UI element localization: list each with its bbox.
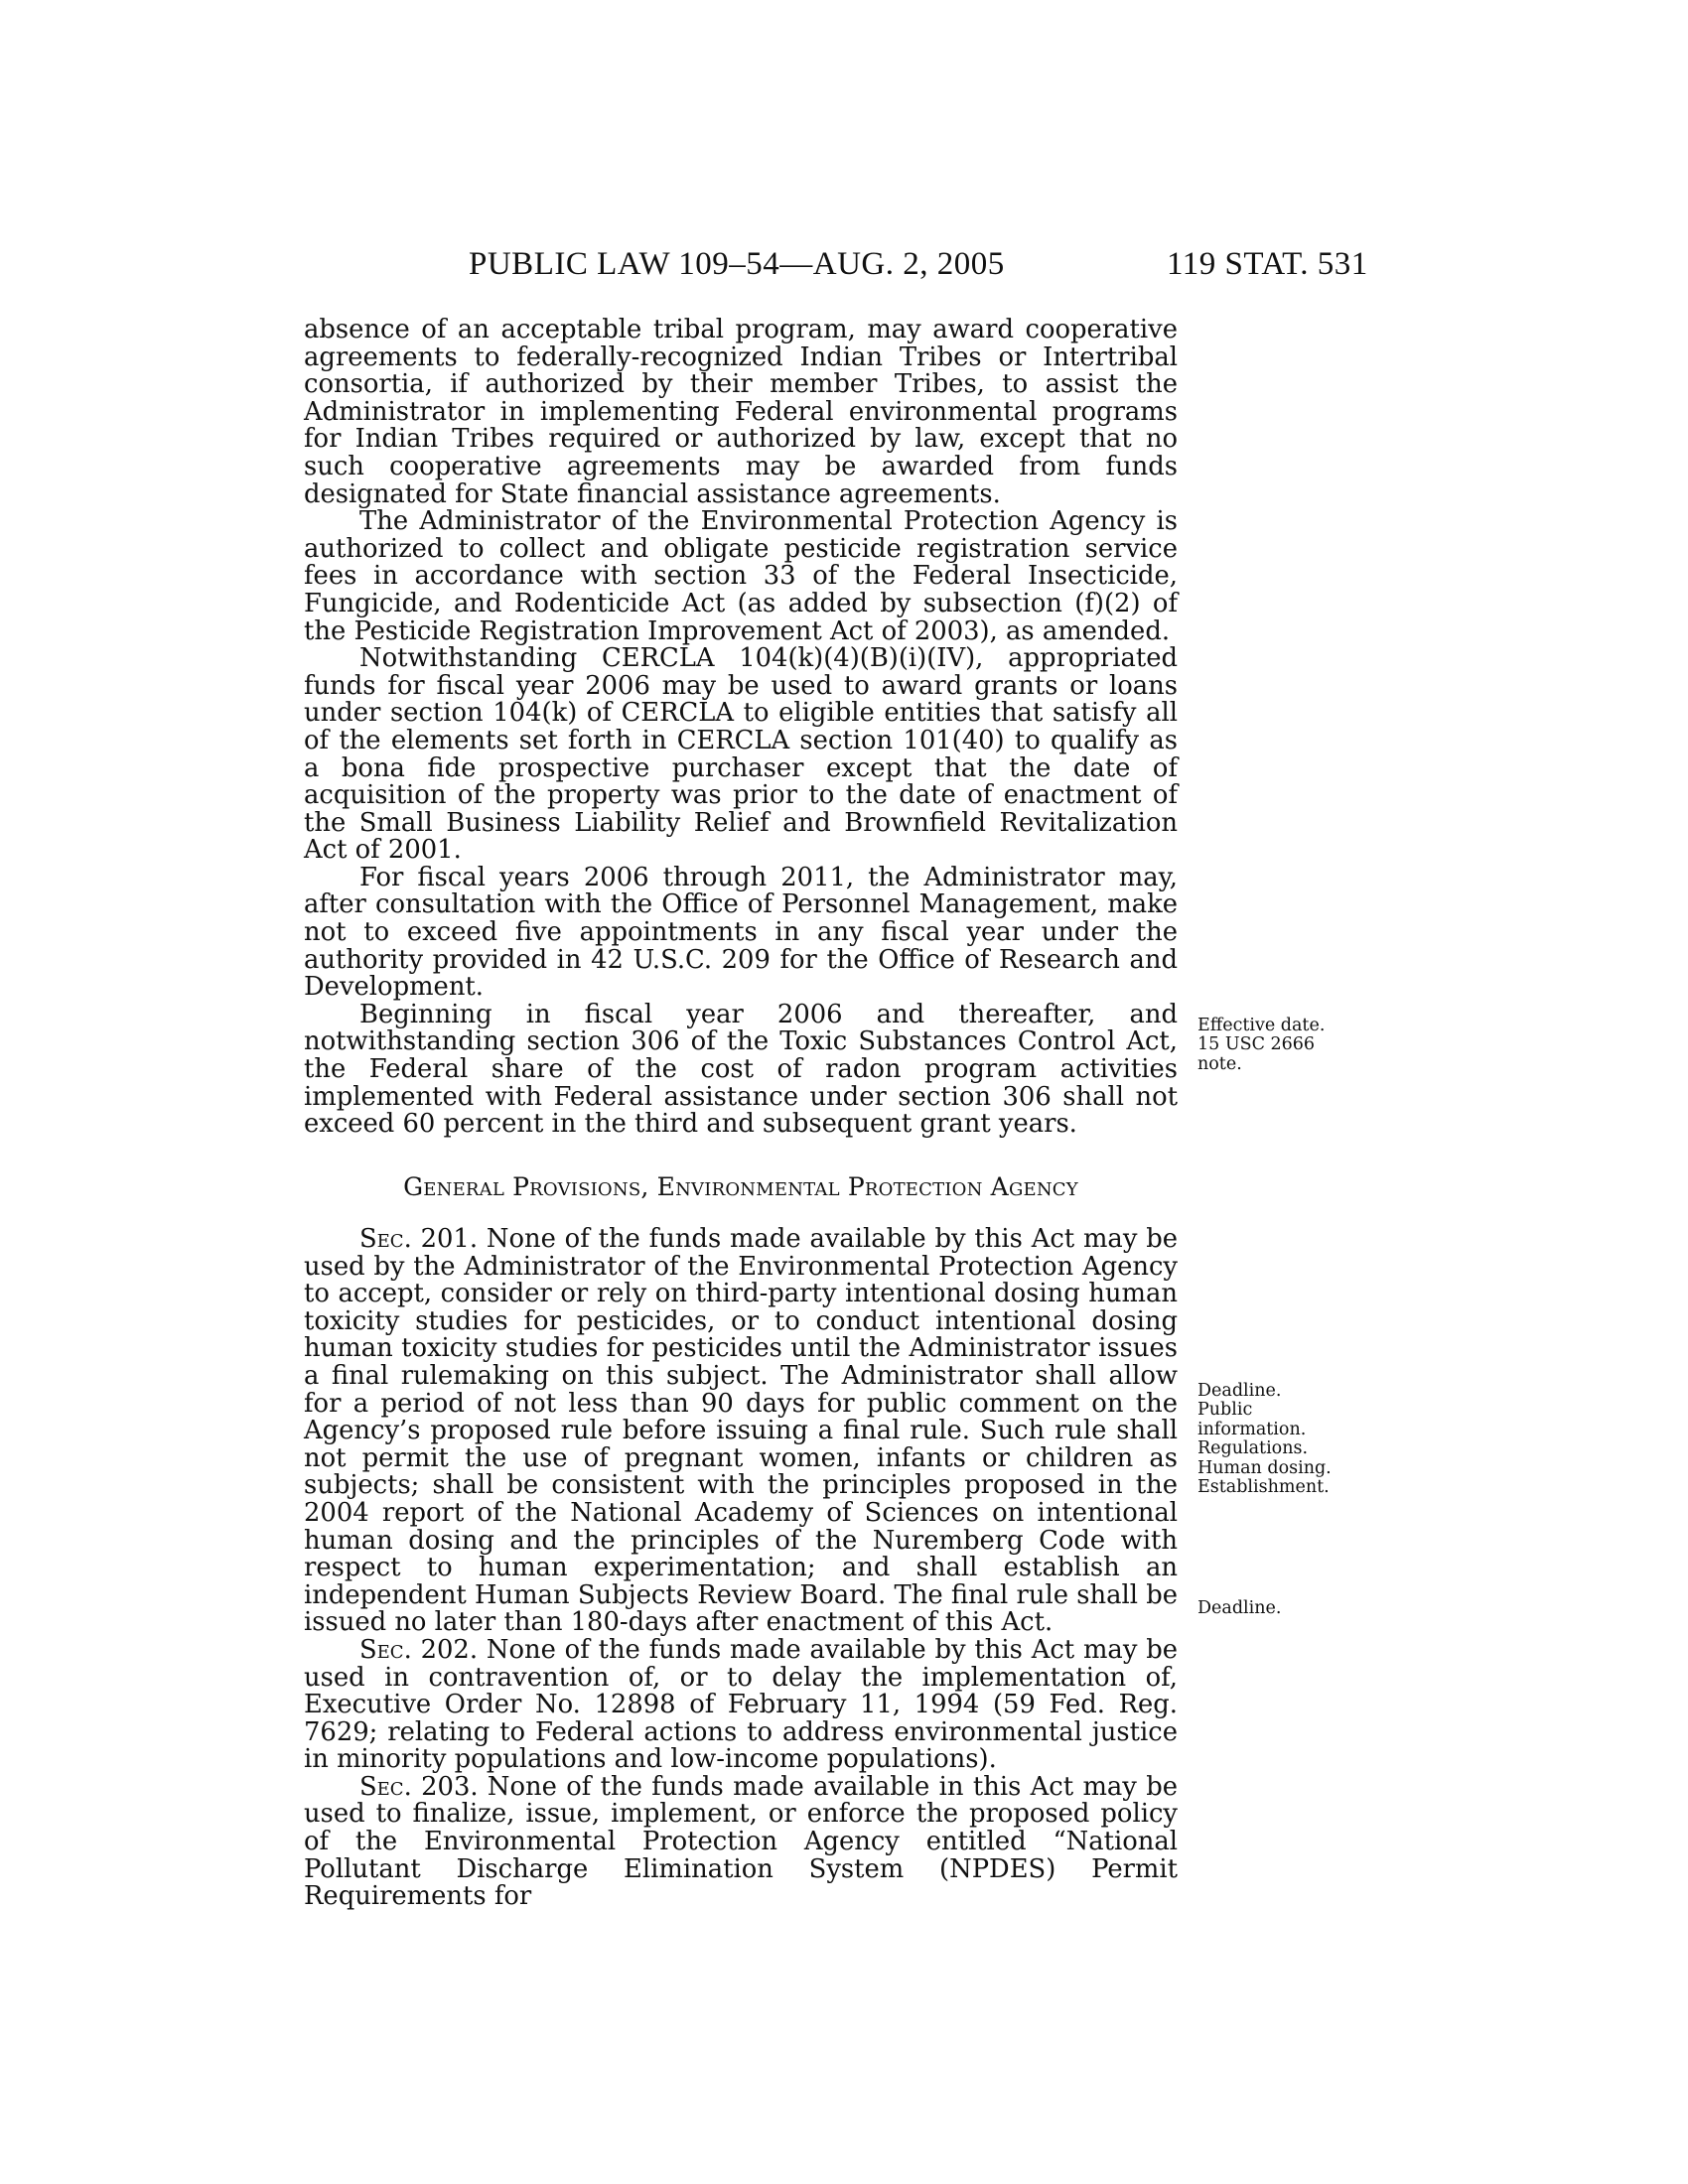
margin-note-deadline-group	[1197, 1382, 1332, 1497]
paragraph-radon-share: Beginning in fiscal year 2006 and thereafter, and notwithstanding section 306 of the Toxic Substances Control Act, the Federal share of the cost of radon program activities implemented with Federal assistance under section 306 shall not exceed 60 percent in the third and subsequent grant years.	[304, 999, 1178, 1140]
margin-note-line: note.	[1197, 1053, 1242, 1074]
margin-note-line: Deadline.	[1197, 1381, 1282, 1401]
section-heading: General Provisions, Environmental Protection Agency	[403, 1172, 1078, 1201]
margin-note-line: Deadline.	[1197, 1598, 1282, 1618]
paragraph-appointments: For fiscal years 2006 through 2011, the Administrator may, after consultation with the Office of Personnel Management, make not to exceed five appointments in any fiscal year under the authority provided in 42 U.S.C. 209 for the Office of Research and Development.	[304, 862, 1178, 1003]
section-201-text: None of the funds made available by this Act may be used by the Administrator of the Environmental Protection Agency to accept, consider or rely on third-party intentional dosing human toxicity studies for pesticides, or to conduct intentional dosing human toxicity studies for pesticides until the Administrator issues a final rulemaking on this subject. The Administrator shall allow for a period of not less than 90 days for public comment on the Agency’s proposed rule before issuing a final rule. Such rule shall not permit the use of pregnant women, infants or children as subjects; shall be consistent with the principles proposed in the 2004 report of the National Academy of Sciences on intentional human dosing and the principles of the Nuremberg Code with respect to human experimentation; and shall establish an independent Human Subjects Review Board. The final rule shall be issued no later than 180-days after enactment of this Act.	[304, 1224, 1178, 1638]
section-203-label: Sec. 203.	[359, 1771, 479, 1802]
section-202-text: None of the funds made available by this Act may be used in contravention of, or to delay the implementation of, Executive Order No. 12898 of February 11, 1994 (59 Fed. Reg. 7629; relating to Federal actions to address environmental justice in minority populations and low-income populations).	[304, 1634, 1178, 1775]
body-text-sections	[304, 1226, 1178, 1911]
paragraph-tribal-agreements: absence of an acceptable tribal program, may award cooperative agreements to federally-recognized Indian Tribes or Intertribal consortia, if authorized by their member Tribes, to assist the Administrator in implementing Federal environmental programs for Indian Tribes required or authorized by law, except that no such cooperative agreements may be awarded from funds designated for State financial assistance agreements.	[304, 315, 1178, 509]
section-201-label: Sec. 201.	[359, 1224, 479, 1254]
page-running-title: PUBLIC LAW 109–54—AUG. 2, 2005	[469, 246, 1005, 282]
section-202	[304, 1634, 1178, 1775]
body-text-upper	[304, 317, 1178, 1139]
margin-note-line: Human dosing.	[1197, 1457, 1332, 1478]
margin-note-effective-date	[1197, 1017, 1325, 1074]
page-number: 119 STAT. 531	[1167, 246, 1368, 282]
section-202-label: Sec. 202.	[359, 1634, 479, 1665]
margin-note-line: 15 USC 2666	[1197, 1034, 1316, 1055]
margin-note-line: Establishment.	[1197, 1477, 1330, 1498]
section-203	[304, 1771, 1178, 1912]
paragraph-pesticide-fees: The Administrator of the Environmental Protection Agency is authorized to collect and obligate pesticide registration service fees in accordance with section 33 of the Federal Insecticide, Fungicide, and Rodenticide Act (as added by subsection (f)(2) of the Pesticide Registration Improvement Act of 2003), as amended.	[304, 506, 1178, 646]
paragraph-cercla-grants: Notwithstanding CERCLA 104(k)(4)(B)(i)(IV), appropriated funds for fiscal year 2006 may be used to award grants or loans under section 104(k) of CERCLA to eligible entities that satisfy all of the elements set forth in CERCLA section 101(40) to qualify as a bona fide prospective purchaser except that the date of acquisition of the property was prior to the date of enactment of the Small Business Liability Relief and Brownfield Revitalization Act of 2001.	[304, 643, 1178, 866]
margin-note-line: information.	[1197, 1419, 1307, 1439]
section-201	[304, 1226, 1178, 1637]
section-203-text: None of the funds made available in this Act may be used to finalize, issue, implement, or enforce the proposed policy of the Environmental Protection Agency entitled “National Pollutant Discharge Elimination System (NPDES) Permit Requirements for	[304, 1771, 1178, 1912]
margin-note-line: Regulations.	[1197, 1438, 1309, 1459]
margin-note-deadline-single	[1197, 1599, 1281, 1618]
margin-note-line: Public	[1197, 1400, 1253, 1421]
margin-note-line: Effective date.	[1197, 1016, 1326, 1035]
